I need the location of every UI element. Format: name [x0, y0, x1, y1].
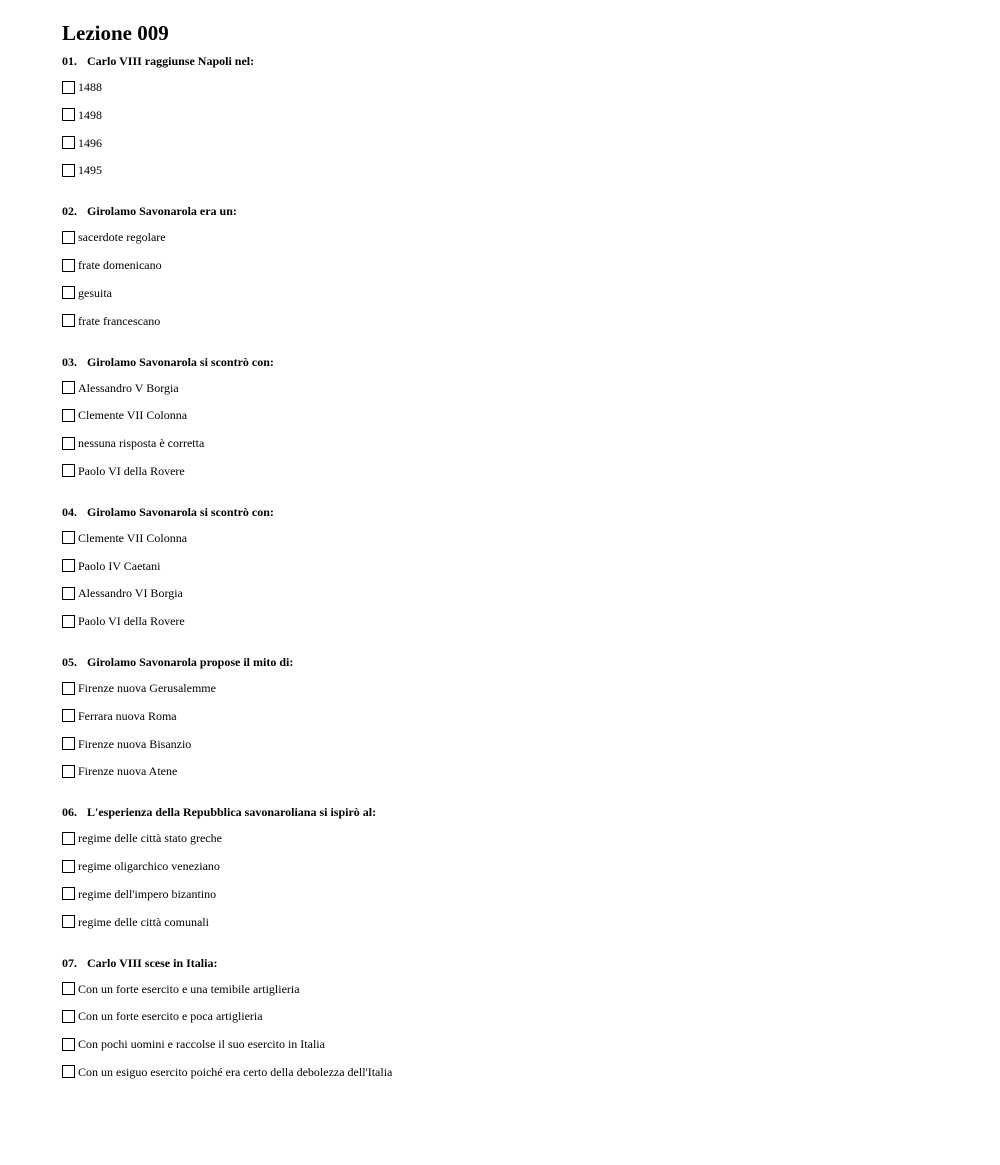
question-heading: [62, 53, 962, 69]
question-text: Carlo VIII scese in Italia:: [87, 955, 218, 970]
answer-label: Firenze nuova Gerusalemme: [78, 681, 216, 695]
answer-label: frate domenicano: [78, 258, 162, 272]
question-heading: [62, 654, 962, 670]
answer-option[interactable]: [62, 133, 962, 153]
question-block: [62, 53, 962, 180]
answer-label: Con un forte esercito e una temibile artiglieria: [78, 981, 300, 996]
answer-checkbox[interactable]: [62, 464, 75, 477]
answer-option[interactable]: [62, 405, 962, 425]
answer-checkbox[interactable]: [62, 860, 75, 873]
answer-checkbox[interactable]: [62, 259, 75, 272]
answer-option[interactable]: [62, 461, 962, 481]
answer-option[interactable]: [62, 678, 962, 698]
answer-label: Alessandro VI Borgia: [78, 586, 183, 601]
answer-label: Con un esiguo esercito poiché era certo della debolezza dell'Italia: [78, 1064, 393, 1079]
question-block: [62, 504, 962, 631]
answer-option[interactable]: [62, 311, 962, 331]
answer-label: 1495: [78, 163, 102, 178]
question-number: 07.: [62, 955, 77, 970]
answer-label: regime dell'impero bizantino: [78, 886, 217, 901]
answer-label: Paolo VI della Rovere: [78, 463, 185, 478]
answer-checkbox[interactable]: [62, 108, 75, 121]
answer-checkbox[interactable]: [62, 559, 75, 572]
question-block: [62, 804, 962, 931]
answer-checkbox[interactable]: [62, 314, 75, 327]
answer-label: gesuita: [78, 285, 112, 300]
answer-option[interactable]: [62, 706, 962, 726]
answer-option[interactable]: [62, 227, 962, 247]
answer-checkbox[interactable]: [62, 915, 75, 928]
question-text: Carlo VIII raggiunse Napoli nel:: [87, 54, 255, 68]
question-text: Girolamo Savonarola propose il mito di:: [87, 655, 294, 669]
answer-label: regime delle città stato greche: [78, 831, 222, 846]
answer-label: nessuna risposta è corretta: [78, 436, 205, 450]
question-number: 02.: [62, 204, 77, 219]
question-text: L'esperienza della Repubblica savonaroliana si ispirò al:: [87, 805, 377, 820]
answer-option[interactable]: [62, 105, 962, 125]
question-block: [62, 955, 962, 1082]
question-text: Girolamo Savonarola si scontrò con:: [87, 354, 274, 369]
answer-checkbox[interactable]: [62, 737, 75, 750]
answer-label: Firenze nuova Bisanzio: [78, 736, 192, 751]
answer-checkbox[interactable]: [62, 587, 75, 600]
answer-checkbox[interactable]: [62, 709, 75, 722]
answer-checkbox[interactable]: [62, 1010, 75, 1023]
answer-checkbox[interactable]: [62, 136, 75, 149]
question-number: 03.: [62, 354, 77, 369]
answer-checkbox[interactable]: [62, 1038, 75, 1051]
answer-checkbox[interactable]: [62, 682, 75, 695]
answer-label: 1488: [78, 80, 102, 94]
question-list: [62, 53, 962, 1082]
answer-checkbox[interactable]: [62, 381, 75, 394]
answer-option[interactable]: [62, 433, 962, 453]
question-block: [62, 654, 962, 781]
answer-label: Firenze nuova Atene: [78, 764, 178, 779]
answer-label: frate francescano: [78, 313, 161, 328]
question-text: Girolamo Savonarola era un:: [87, 204, 237, 219]
answer-label: Con pochi uomini e raccolse il suo esercito in Italia: [78, 1037, 325, 1051]
question-number: 04.: [62, 504, 77, 519]
answer-option[interactable]: [62, 884, 962, 904]
answer-label: 1498: [78, 107, 102, 122]
answer-option[interactable]: [62, 1006, 962, 1026]
answer-option[interactable]: [62, 583, 962, 603]
question-number: 05.: [62, 655, 77, 669]
answer-label: Con un forte esercito e poca artiglieria: [78, 1009, 263, 1024]
question-text: Girolamo Savonarola si scontrò con:: [87, 504, 274, 519]
answer-label: Clemente VII Colonna: [78, 530, 188, 545]
answer-option[interactable]: [62, 283, 962, 303]
answer-label: Alessandro V Borgia: [78, 380, 179, 395]
answer-label: 1496: [78, 135, 102, 150]
answer-option[interactable]: [62, 378, 962, 398]
answer-label: sacerdote regolare: [78, 230, 166, 245]
answer-option[interactable]: [62, 1062, 962, 1082]
answer-checkbox[interactable]: [62, 164, 75, 177]
answer-checkbox[interactable]: [62, 81, 75, 94]
quiz-page: [62, 20, 962, 1105]
answer-checkbox[interactable]: [62, 1065, 75, 1078]
answer-checkbox[interactable]: [62, 409, 75, 422]
page-title: Lezione 009: [62, 21, 169, 45]
answer-checkbox[interactable]: [62, 231, 75, 244]
answer-option[interactable]: [62, 611, 962, 631]
answer-option[interactable]: [62, 912, 962, 932]
answer-option[interactable]: [62, 160, 962, 180]
answer-checkbox[interactable]: [62, 832, 75, 845]
question-number: 06.: [62, 805, 77, 820]
question-heading: [62, 955, 962, 971]
question-heading: [62, 804, 962, 820]
answer-option[interactable]: [62, 734, 962, 754]
answer-option[interactable]: [62, 1034, 962, 1054]
answer-label: Paolo VI della Rovere: [78, 614, 185, 628]
answer-option[interactable]: [62, 828, 962, 848]
question-block: [62, 354, 962, 481]
answer-checkbox[interactable]: [62, 887, 75, 900]
answer-checkbox[interactable]: [62, 765, 75, 778]
answer-option[interactable]: [62, 856, 962, 876]
answer-checkbox[interactable]: [62, 531, 75, 544]
question-heading: [62, 504, 962, 520]
question-heading: [62, 203, 962, 219]
answer-option[interactable]: [62, 979, 962, 999]
answer-option[interactable]: [62, 255, 962, 275]
answer-label: regime oligarchico veneziano: [78, 859, 220, 873]
answer-option[interactable]: [62, 528, 962, 548]
answer-option[interactable]: [62, 761, 962, 781]
question-number: 01.: [62, 54, 77, 68]
question-block: [62, 203, 962, 330]
answer-checkbox[interactable]: [62, 437, 75, 450]
answer-label: Clemente VII Colonna: [78, 408, 188, 423]
answer-checkbox[interactable]: [62, 982, 75, 995]
answer-option[interactable]: [62, 77, 962, 97]
question-heading: [62, 354, 962, 370]
answer-label: Paolo IV Caetani: [78, 558, 161, 573]
answer-option[interactable]: [62, 556, 962, 576]
answer-checkbox[interactable]: [62, 615, 75, 628]
answer-label: regime delle città comunali: [78, 914, 209, 929]
answer-label: Ferrara nuova Roma: [78, 708, 177, 723]
answer-checkbox[interactable]: [62, 286, 75, 299]
